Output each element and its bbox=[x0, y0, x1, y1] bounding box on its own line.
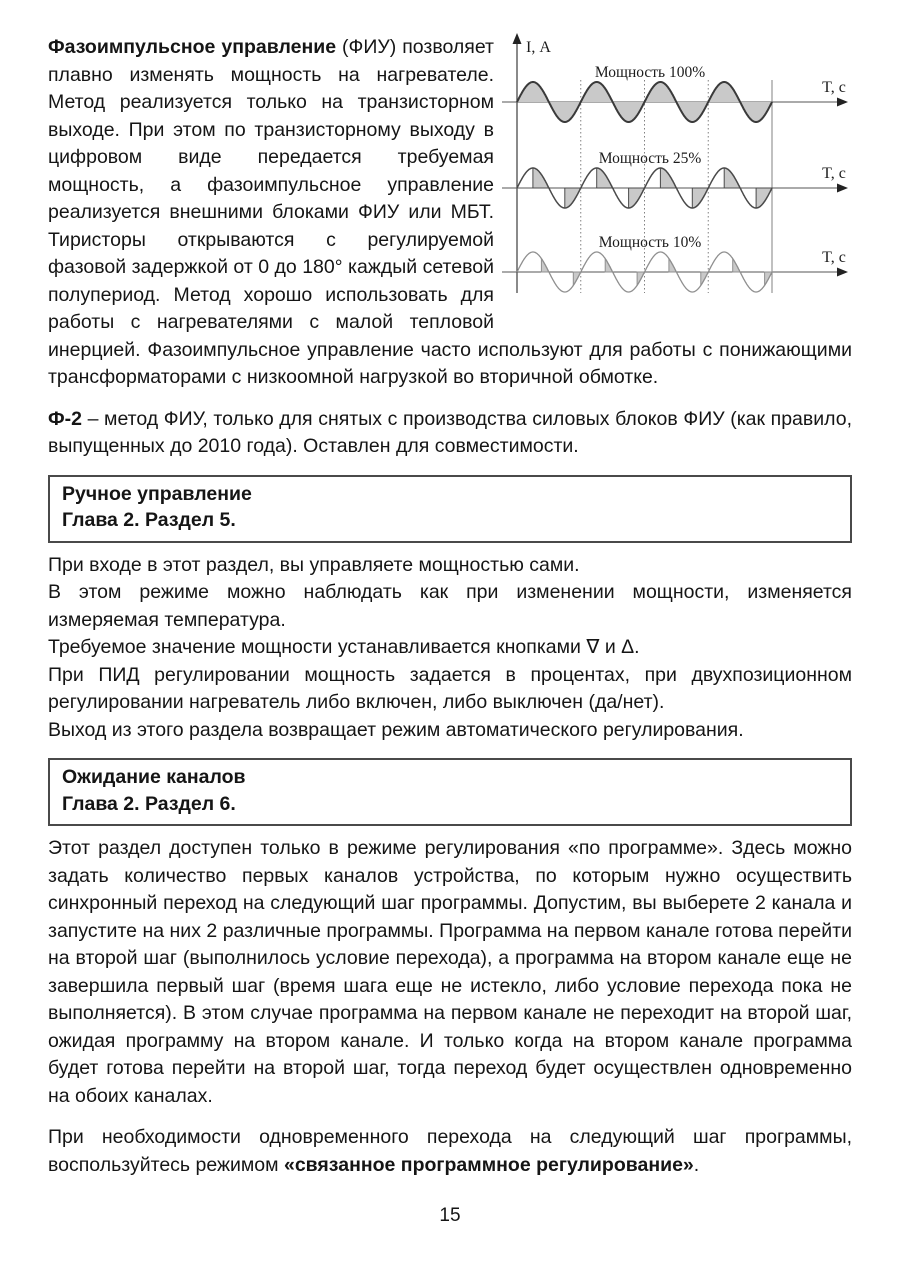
note-bold-term: «связанное программное регулирование» bbox=[283, 1153, 694, 1176]
current-axis-label: I, А bbox=[526, 39, 551, 56]
power-level-label: Мощность 100% bbox=[594, 64, 706, 81]
conduction-fill bbox=[660, 168, 676, 188]
axis-arrow-right-icon bbox=[837, 268, 848, 277]
conduction-fill bbox=[565, 188, 581, 208]
phase-control-waveform-diagram bbox=[500, 30, 852, 308]
axis-arrow-up-icon bbox=[513, 33, 522, 44]
manual-paragraph: Требуемое значение мощности устанавливается кнопками ∇ и Δ. bbox=[48, 636, 640, 658]
f2-term: Ф-2 bbox=[48, 407, 82, 430]
manual-paragraph: При входе в этот раздел, вы управляете мощностью сами. bbox=[48, 553, 580, 576]
note-post: . bbox=[693, 1153, 700, 1176]
manual-paragraph: Выход из этого раздела возвращает режим автоматического регулирования. bbox=[48, 718, 744, 741]
note-pre: При необходимости одновременного перехода на следующий шаг программы, воспользуйтесь режимом bbox=[48, 1126, 852, 1176]
section-box-channel-waiting bbox=[48, 758, 852, 826]
conduction-fill bbox=[692, 188, 708, 208]
section-title: Ручное управление bbox=[62, 482, 252, 505]
section-title: Ожидание каналов bbox=[62, 766, 246, 788]
f2-text: – метод ФИУ, только для снятых с производства силовых блоков ФИУ (как правило, выпущенных до 2010 года). Оставлен для совместимости. bbox=[48, 407, 852, 457]
conduction-fill bbox=[724, 168, 740, 188]
time-axis-label: T, с bbox=[822, 79, 846, 96]
power-level-label: Мощность 10% bbox=[598, 234, 702, 251]
conduction-fill bbox=[629, 188, 645, 208]
f2-paragraph bbox=[48, 406, 852, 461]
intro-paragraph bbox=[48, 34, 852, 392]
conduction-fill bbox=[597, 168, 613, 188]
waiting-paragraph: Этот раздел доступен только в режиме регулирования «по программе». Здесь можно задать количество первых каналов устройства, по которым нужно осуществить синхронный переход на следующий шаг программы. Допустим, вы выберете 2 канала и запустите на них 2 различные программы. Программа на первом канале готова перейти на второй шаг (выполнилось условие перехода), а программа на втором канале еще не завершила первый шаг (время шага еще не истекло, либо условие перехода пока не выполняется). В этом случае программа на первом канале не переходит на второй шаг, ожидая программу на втором канале. И только когда на втором канале программа будет готова перейти на второй шаг, тогда переход будет осуществлен одновременно на обоих каналах. bbox=[48, 837, 852, 1107]
manual-paragraph: В этом режиме можно наблюдать как при изменении мощности, изменяется измеряемая температура. bbox=[48, 581, 852, 631]
section-box-manual-control bbox=[48, 475, 852, 543]
power-level-label: Мощность 25% bbox=[598, 150, 702, 167]
waiting-note-paragraph bbox=[48, 1124, 852, 1179]
axis-arrow-right-icon bbox=[837, 98, 848, 107]
axis-arrow-right-icon bbox=[837, 184, 848, 193]
phase-control-figure bbox=[500, 30, 852, 308]
intro-lead-term: Фазоимпульсное управление bbox=[48, 36, 337, 58]
page-number: 15 bbox=[439, 1205, 461, 1226]
intro-text: (ФИУ) позволяет плавно изменять мощность на нагревателе. Метод реализуется только на транзисторном выходе. При этом по транзисторному выходу в цифровом виде передается требуемая мощность, а фазоимпульсное управление реализуется внешними блоками ФИУ или МБТ. Тиристоры открываются с регулируемой фазовой задержкой от 0 до 180° каждый сетевой полупериод. Метод хорошо использовать для работы с нагревателями с малой тепловой инерцией. Фазоимпульсное управление часто используют для работы с понижающими трансформаторами с низкоомной нагрузкой во вторичной обмотке. bbox=[48, 36, 852, 388]
time-axis-label: T, с bbox=[822, 249, 846, 266]
conduction-fill bbox=[756, 188, 772, 208]
manual-paragraph: При ПИД регулировании мощность задается в процентах, при двухпозиционном регулировании нагреватель либо включен, либо выключен (да/нет). bbox=[48, 663, 852, 713]
section-subtitle: Глава 2. Раздел 5. bbox=[62, 509, 236, 531]
section-subtitle: Глава 2. Раздел 6. bbox=[62, 792, 236, 815]
conduction-fill bbox=[533, 168, 549, 188]
time-axis-label: T, с bbox=[822, 165, 846, 182]
